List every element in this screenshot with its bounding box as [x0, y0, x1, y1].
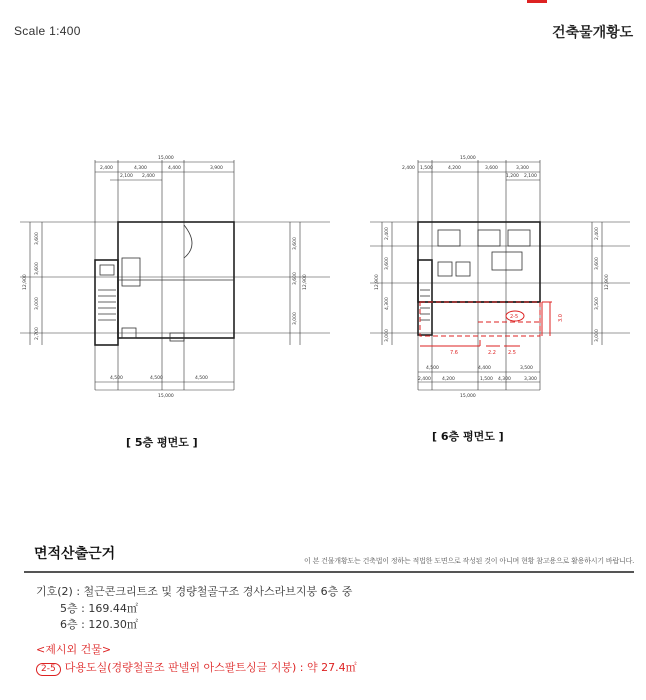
f6-top-dim: 3,600 — [485, 166, 498, 171]
f6-annotation-dim: 7.6 — [450, 350, 458, 356]
red-marker — [527, 0, 547, 3]
f6-left-dim: 3,600 — [385, 257, 390, 270]
f5-bottom-total: 15,000 — [158, 394, 174, 399]
floor5-plan — [0, 150, 340, 410]
excluded-heading: <제시외 건물> — [36, 643, 112, 656]
floor6-plan — [330, 150, 646, 410]
f6-bottom-dim: 1,500 — [480, 377, 493, 382]
f6-top-total: 15,000 — [460, 156, 476, 161]
f6-bottom-dim: 4,300 — [498, 377, 511, 382]
f5-right-dim: 3,600 — [293, 237, 298, 250]
floor5-area: 5층 : 169.44㎡ — [60, 602, 138, 615]
floor5-caption: [ 5층 평면도 ] — [126, 436, 198, 449]
f6-left-total: 12,900 — [375, 274, 380, 290]
f5-left-dim: 3,600 — [35, 262, 40, 275]
excluded-item: 다용도실(경량철골조 판넬위 아스팔트싱글 지붕) : 약 27.4㎡ — [64, 661, 357, 674]
excluded-tag: 2-5 — [36, 663, 61, 676]
f6-left-dim: 2,400 — [385, 227, 390, 240]
f6-bottom-total: 15,000 — [460, 394, 476, 399]
f6-annotation-tag: 2-5 — [510, 314, 519, 320]
f5-top-dim: 2,400 — [100, 166, 113, 171]
f6-left-dim: 3,000 — [385, 329, 390, 342]
f5-right-dim: 3,000 — [293, 312, 298, 325]
f5-bottom-dim: 4,500 — [110, 376, 123, 381]
f5-top-dim: 4,400 — [168, 166, 181, 171]
f6-top-sub: 1,200 — [506, 174, 519, 179]
f6-right-total: 12,900 — [605, 274, 610, 290]
f6-right-dim: 3,500 — [595, 297, 600, 310]
f6-top-dim: 2,400 — [402, 166, 415, 171]
f6-bottom-sub: 4,400 — [478, 366, 491, 371]
f6-annotation-dim: 2.5 — [508, 350, 516, 356]
f5-top-sub: 2,100 — [120, 174, 133, 179]
f6-left-dim: 4,300 — [385, 297, 390, 310]
f6-bottom-sub: 3,500 — [520, 366, 533, 371]
floor6-area: 6층 : 120.30㎡ — [60, 618, 138, 631]
f6-bottom-dim: 3,300 — [524, 377, 537, 382]
f5-left-dim: 3,600 — [35, 232, 40, 245]
f5-right-total: 12,900 — [303, 274, 308, 290]
f5-left-total: 12,900 — [23, 274, 28, 290]
f5-bottom-dim: 4,500 — [150, 376, 163, 381]
f6-annotation-dim: 2.2 — [488, 350, 496, 356]
excluded-item-row — [36, 659, 357, 676]
f6-top-dim: 3,300 — [516, 166, 529, 171]
f6-right-dim: 3,000 — [595, 329, 600, 342]
scale-label: Scale 1:400 — [14, 24, 81, 38]
f6-top-dim: 1,500 — [420, 166, 433, 171]
f6-annotation-dim: 3.0 — [558, 314, 564, 322]
structure-line: 기호(2) : 철근콘크리트조 및 경량철골구조 경사스라브지붕 6층 중 — [36, 585, 353, 598]
section-title: 면적산출근거 — [34, 546, 116, 562]
f6-bottom-dim: 2,400 — [418, 377, 431, 382]
f6-top-sub: 2,100 — [524, 174, 537, 179]
divider — [24, 571, 634, 573]
f5-bottom-dim: 4,500 — [195, 376, 208, 381]
f5-right-dim: 3,600 — [293, 272, 298, 285]
f5-top-sub: 2,400 — [142, 174, 155, 179]
document-title: 건축물개황도 — [552, 25, 634, 41]
f6-top-dim: 4,200 — [448, 166, 461, 171]
f6-bottom-dim: 4,200 — [442, 377, 455, 382]
f5-top-total: 15,000 — [158, 156, 174, 161]
f5-left-dim: 2,700 — [35, 327, 40, 340]
f5-top-dim: 3,900 — [210, 166, 223, 171]
f5-top-dim: 4,300 — [134, 166, 147, 171]
floor6-caption: [ 6층 평면도 ] — [432, 430, 504, 443]
f5-left-dim: 3,000 — [35, 297, 40, 310]
disclaimer-note: 이 본 건물개황도는 건축법이 정하는 적법한 도면으로 작성된 것이 아니며 현황 참고용으로 활용하시기 바랍니다. — [304, 557, 635, 565]
f6-right-dim: 3,600 — [595, 257, 600, 270]
f6-right-dim: 2,400 — [595, 227, 600, 240]
f6-bottom-sub: 4,500 — [426, 366, 439, 371]
